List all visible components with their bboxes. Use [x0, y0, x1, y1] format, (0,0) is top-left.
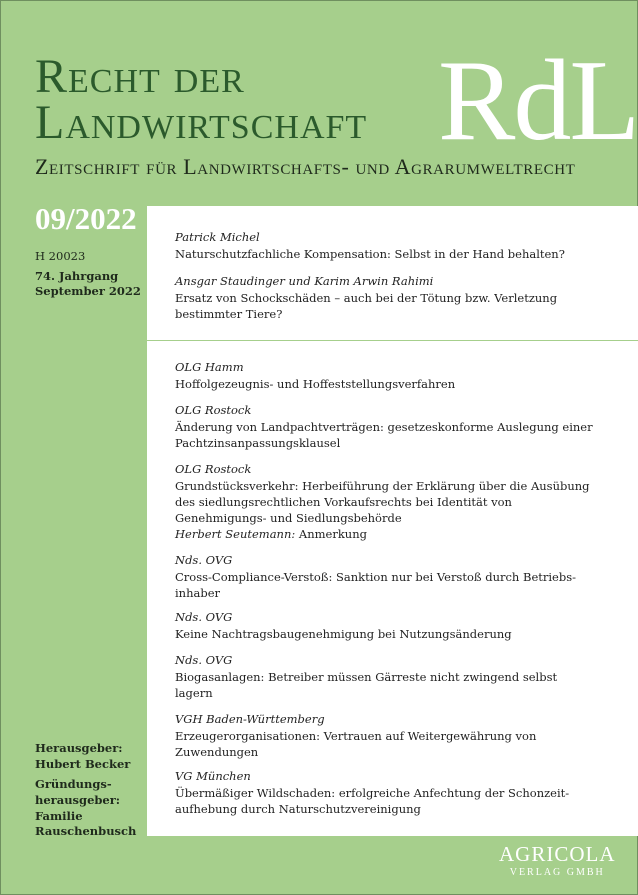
issue-volume-date [35, 269, 141, 299]
decision-title-line: Genehmigungs- und Siedlungsbehörde [175, 510, 402, 525]
court-name: Nds. OVG [175, 610, 233, 624]
decision-title-line: Übermäßiger Wildschaden: erfolgreiche Anfechtung der Schonzeit- [175, 785, 570, 800]
court-name: OLG Hamm [175, 360, 244, 374]
court-name: Nds. OVG [175, 653, 233, 667]
article-title-line: Ersatz von Schockschäden – auch bei der Tötung bzw. Verletzung [175, 290, 558, 305]
article-item [175, 230, 623, 262]
publisher-name: AGRICOLA [499, 842, 616, 866]
decision-title-line: Erzeugerorganisationen: Vertrauen auf Weitergewährung von [175, 728, 537, 743]
publisher-logo [499, 844, 616, 878]
decision-item [175, 653, 623, 701]
decision-item [175, 462, 623, 542]
founders-label-2: herausgeber: [35, 792, 121, 807]
editor-name: Hubert Becker [35, 756, 131, 771]
founders-block [35, 777, 136, 840]
issue-number: 09/2022 [35, 201, 137, 236]
issue-volume: 74. Jahrgang [35, 269, 119, 283]
article-author: Patrick Michel [175, 230, 260, 244]
founders-label-1: Gründungs- [35, 777, 112, 791]
table-of-contents [147, 206, 638, 836]
court-name: Nds. OVG [175, 553, 233, 567]
decision-item [175, 403, 623, 451]
decision-title-line: inhaber [175, 585, 221, 600]
decision-title-line: Änderung von Landpachtverträgen: gesetzeskonforme Auslegung einer [175, 419, 593, 434]
decision-title-line: lagern [175, 685, 213, 700]
issue-code: H 20023 [35, 249, 86, 263]
annotation-line [175, 526, 623, 542]
decision-title-line: des siedlungsrechtlichen Vorkaufsrechts bei Identität von [175, 494, 512, 509]
decision-title-line: aufhebung durch Naturschutzvereinigung [175, 801, 421, 816]
rdl-logo: RdL [438, 37, 638, 165]
founders-name-1: Familie [35, 808, 83, 823]
section-divider [147, 340, 638, 341]
journal-title-line1: Recht der [35, 50, 245, 103]
founders-name-2: Rauschenbusch [35, 824, 137, 839]
decision-title-line: Zuwendungen [175, 744, 259, 759]
court-name: VGH Baden-Württemberg [175, 712, 325, 726]
decision-item [175, 610, 623, 642]
article-author: Ansgar Staudinger und Karim Arwin Rahimi [175, 274, 434, 288]
issue-date: September 2022 [35, 284, 141, 299]
decision-title-line: Keine Nachtragsbaugenehmigung bei Nutzungsänderung [175, 626, 512, 641]
article-title-line: bestimmter Tiere? [175, 306, 283, 321]
annotation-author: Herbert Seutemann: [175, 526, 296, 541]
journal-title-line2: Landwirtschaft [35, 96, 368, 149]
decision-title-line: Biogasanlagen: Betreiber müssen Gärreste nicht zwingend selbst [175, 669, 558, 684]
decision-item [175, 712, 623, 760]
court-name: OLG Rostock [175, 462, 252, 476]
editor-label: Herausgeber: [35, 741, 123, 755]
court-name: VG München [175, 769, 251, 783]
publisher-subname: VERLAG GMBH [509, 867, 605, 878]
editor-block [35, 741, 130, 773]
court-name: OLG Rostock [175, 403, 252, 417]
annotation-text: Anmerkung [298, 526, 367, 541]
decision-title-line: Pachtzinsanpassungsklausel [175, 435, 341, 450]
decision-item [175, 553, 623, 601]
journal-subtitle: Zeitschrift für Landwirtschafts- und Agrarumweltrecht [35, 154, 576, 179]
article-item [175, 274, 623, 322]
article-title-line: Naturschutzfachliche Kompensation: Selbst in der Hand behalten? [175, 246, 565, 261]
decision-item [175, 360, 623, 392]
decision-title-line: Hoffolgezeugnis- und Hoffeststellungsverfahren [175, 376, 456, 391]
decision-title-line: Grundstücksverkehr: Herbeiführung der Erklärung über die Ausübung [175, 478, 590, 493]
decision-title-line: Cross-Compliance-Verstoß: Sanktion nur bei Verstoß durch Betriebs- [175, 569, 576, 584]
decision-item [175, 769, 623, 817]
